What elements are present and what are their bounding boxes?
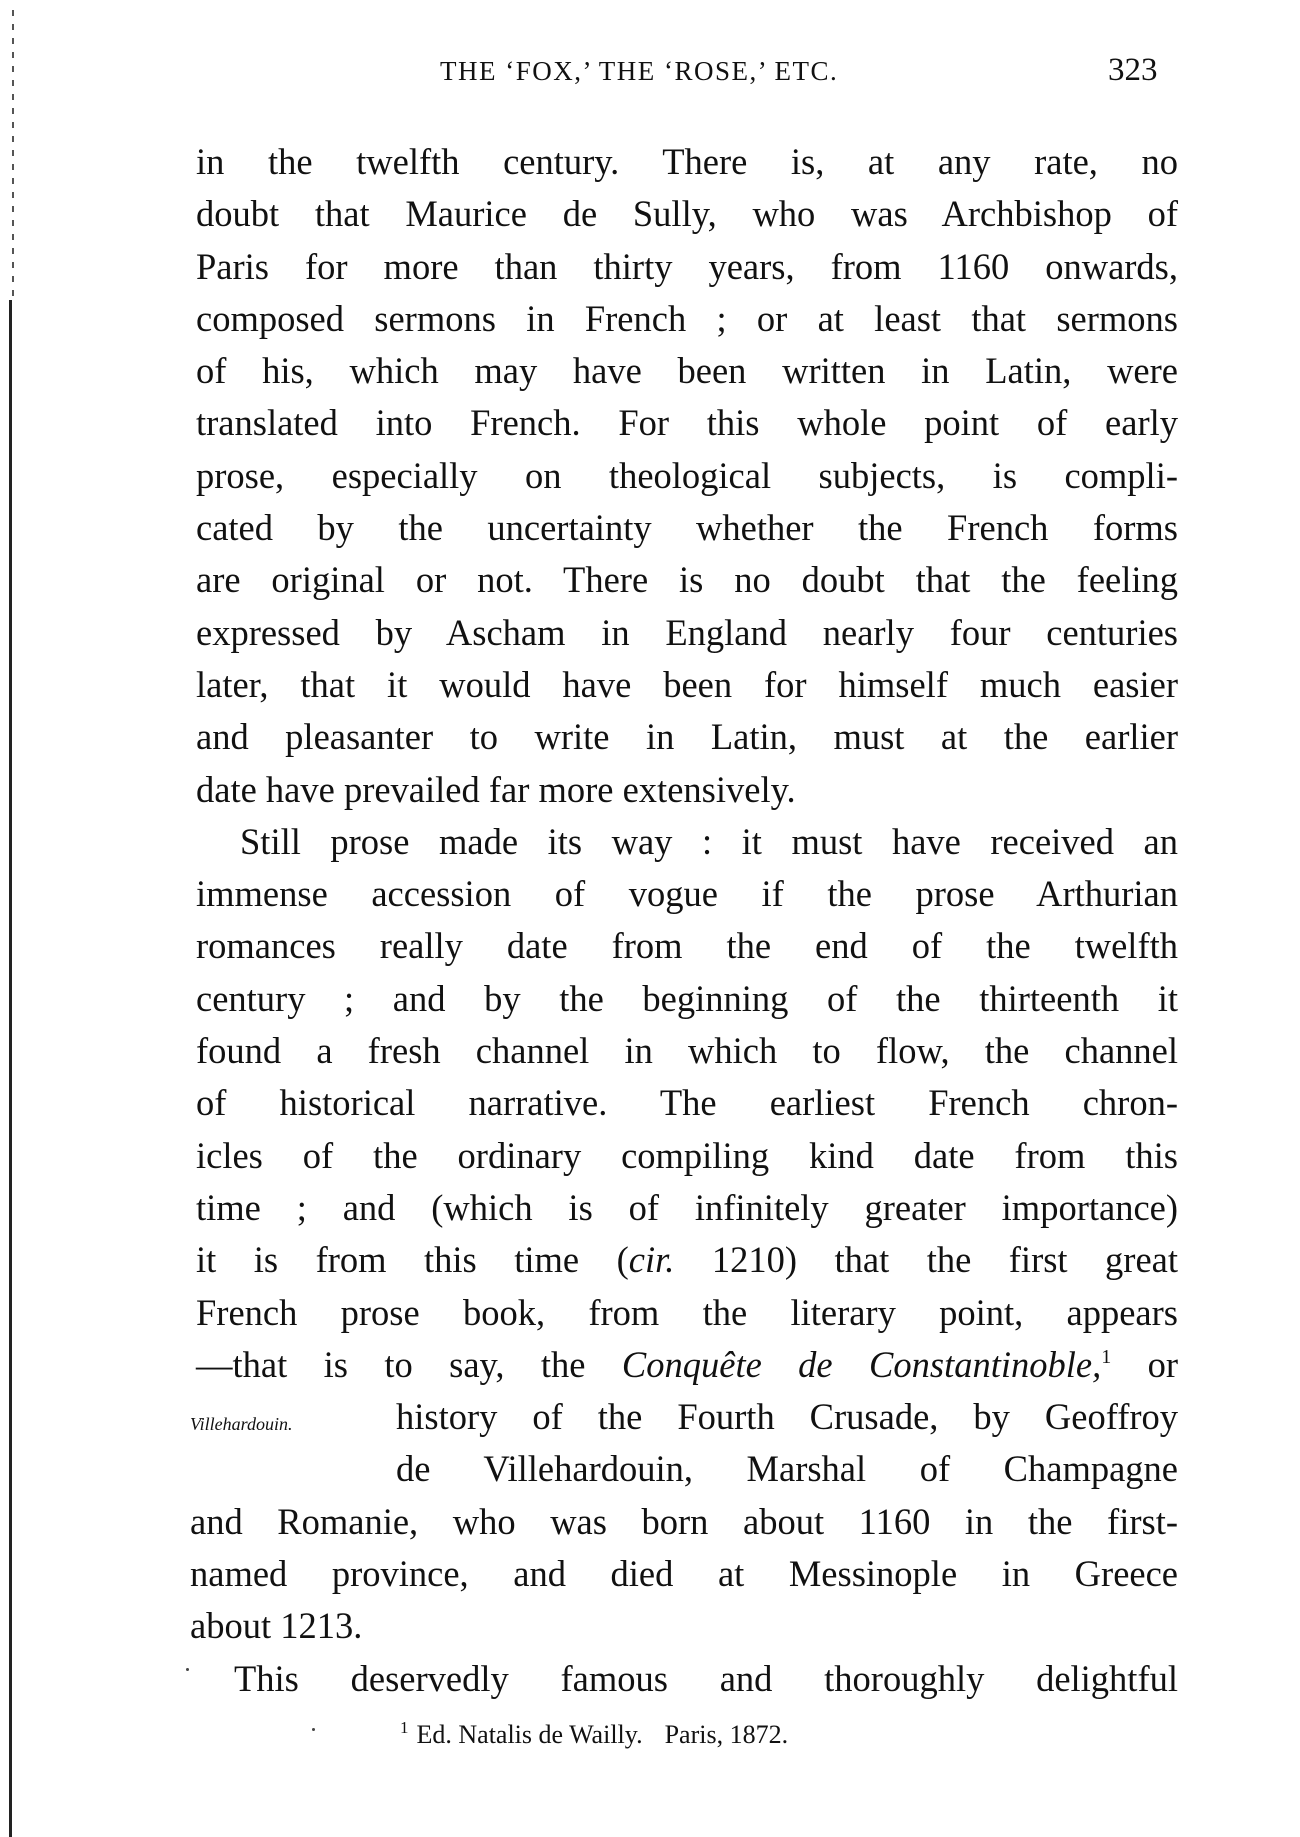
text-line [196,136,1178,188]
text-segment: and pleasanter to write in Latin, must at the earlier [196,716,1178,758]
text-segment: de Villehardouin, Marshal of Champagne [396,1448,1178,1490]
text-segment: cated by the uncertainty whether the French forms [196,507,1178,549]
italic-text: Conquête de Constantinoble, [621,1343,1102,1385]
scan-edge-marks [12,10,14,300]
page-gutter-edge [9,300,12,1837]
text-segment: or [1111,1343,1178,1385]
text-segment: about 1213. [190,1605,363,1647]
text-line [196,345,1178,397]
text-line [196,502,1178,554]
text-line [196,868,1178,920]
running-title: THE ‘FOX,’ THE ‘ROSE,’ ETC. [440,56,839,86]
text-line [190,1653,1178,1705]
text-segment: Paris for more than thirty years, from 1160 onwards, [196,245,1178,287]
text-line [190,1600,1178,1652]
text-line [196,188,1178,240]
text-segment: date have prevailed far more extensively. [196,768,796,810]
text-line [190,1548,1178,1600]
page-number: 323 [1108,52,1158,88]
text-segment: time ; and (which is of infinitely greater importance) [196,1186,1178,1228]
text-line [196,241,1178,293]
text-segment: later, that it would have been for himself much easier [196,663,1178,705]
text-segment: doubt that Maurice de Sully, who was Archbishop of [196,193,1178,235]
text-line [196,450,1178,502]
text-segment: prose, especially on theological subjects, is compli- [196,454,1178,496]
text-segment: history of the Fourth Crusade, by Geoffroy [396,1396,1178,1438]
text-line [196,1182,1178,1234]
text-line [196,607,1178,659]
text-segment: are original or not. There is no doubt that the feeling [196,559,1178,601]
italic-text: cir. [628,1239,675,1281]
text-line [196,554,1178,606]
running-header [0,52,1300,100]
footnote-citation: Paris, 1872. [664,1720,789,1749]
body-text [190,136,1178,1705]
footnote-mark: 1 [400,1718,409,1737]
text-line [196,920,1178,972]
text-segment: in the twelfth century. There is, at any rate, no [196,141,1178,182]
text-line [196,1077,1178,1129]
footnote [400,1718,788,1750]
text-segment: it is from this time ( [196,1239,629,1281]
text-line [196,1234,1178,1286]
text-segment: expressed by Ascham in England nearly four centuries [196,611,1178,653]
text-line [196,973,1178,1025]
margin-note: Villehardouin. [190,1414,293,1434]
text-line [196,1443,1178,1495]
text-segment: composed sermons in French ; or at least that sermons [196,297,1178,339]
scan-speck [186,1668,189,1671]
text-line [196,1391,1178,1443]
text-line [196,1130,1178,1182]
text-line [196,1287,1178,1339]
text-segment: romances really date from the end of the twelfth [196,925,1178,967]
text-segment: found a fresh channel in which to flow, the channel [196,1030,1178,1072]
text-line [190,1496,1178,1548]
footnote-text: Ed. Natalis de Wailly. [416,1720,643,1749]
scan-speck [312,1728,315,1731]
text-segment: Still prose made its way : it must have received an [240,820,1178,862]
text-segment: This deservedly famous and thoroughly delightful [234,1657,1178,1699]
text-line [196,816,1178,868]
text-line [196,764,1178,816]
text-segment: immense accession of vogue if the prose Arthurian [196,873,1178,915]
text-segment: French prose book, from the literary point, appears [196,1291,1178,1333]
text-segment: century ; and by the beginning of the thirteenth it [196,977,1178,1019]
text-line [196,659,1178,711]
text-segment: of his, which may have been written in Latin, were [196,350,1178,392]
text-segment: named province, and died at Messinople in Greece [190,1553,1178,1595]
text-segment: 1210) that the first great [674,1239,1178,1281]
text-segment: icles of the ordinary compiling kind date from this [196,1134,1178,1176]
text-line [196,397,1178,449]
footnote-reference: 1 [1101,1345,1112,1368]
text-segment: translated into French. For this whole point of early [196,402,1178,444]
text-line [196,711,1178,763]
text-segment: —that is to say, the [196,1343,622,1385]
text-segment: and Romanie, who was born about 1160 in the first- [190,1500,1178,1542]
text-line [196,1339,1178,1391]
text-segment: of historical narrative. The earliest French chron- [196,1082,1178,1124]
text-line [196,293,1178,345]
text-line [196,1025,1178,1077]
